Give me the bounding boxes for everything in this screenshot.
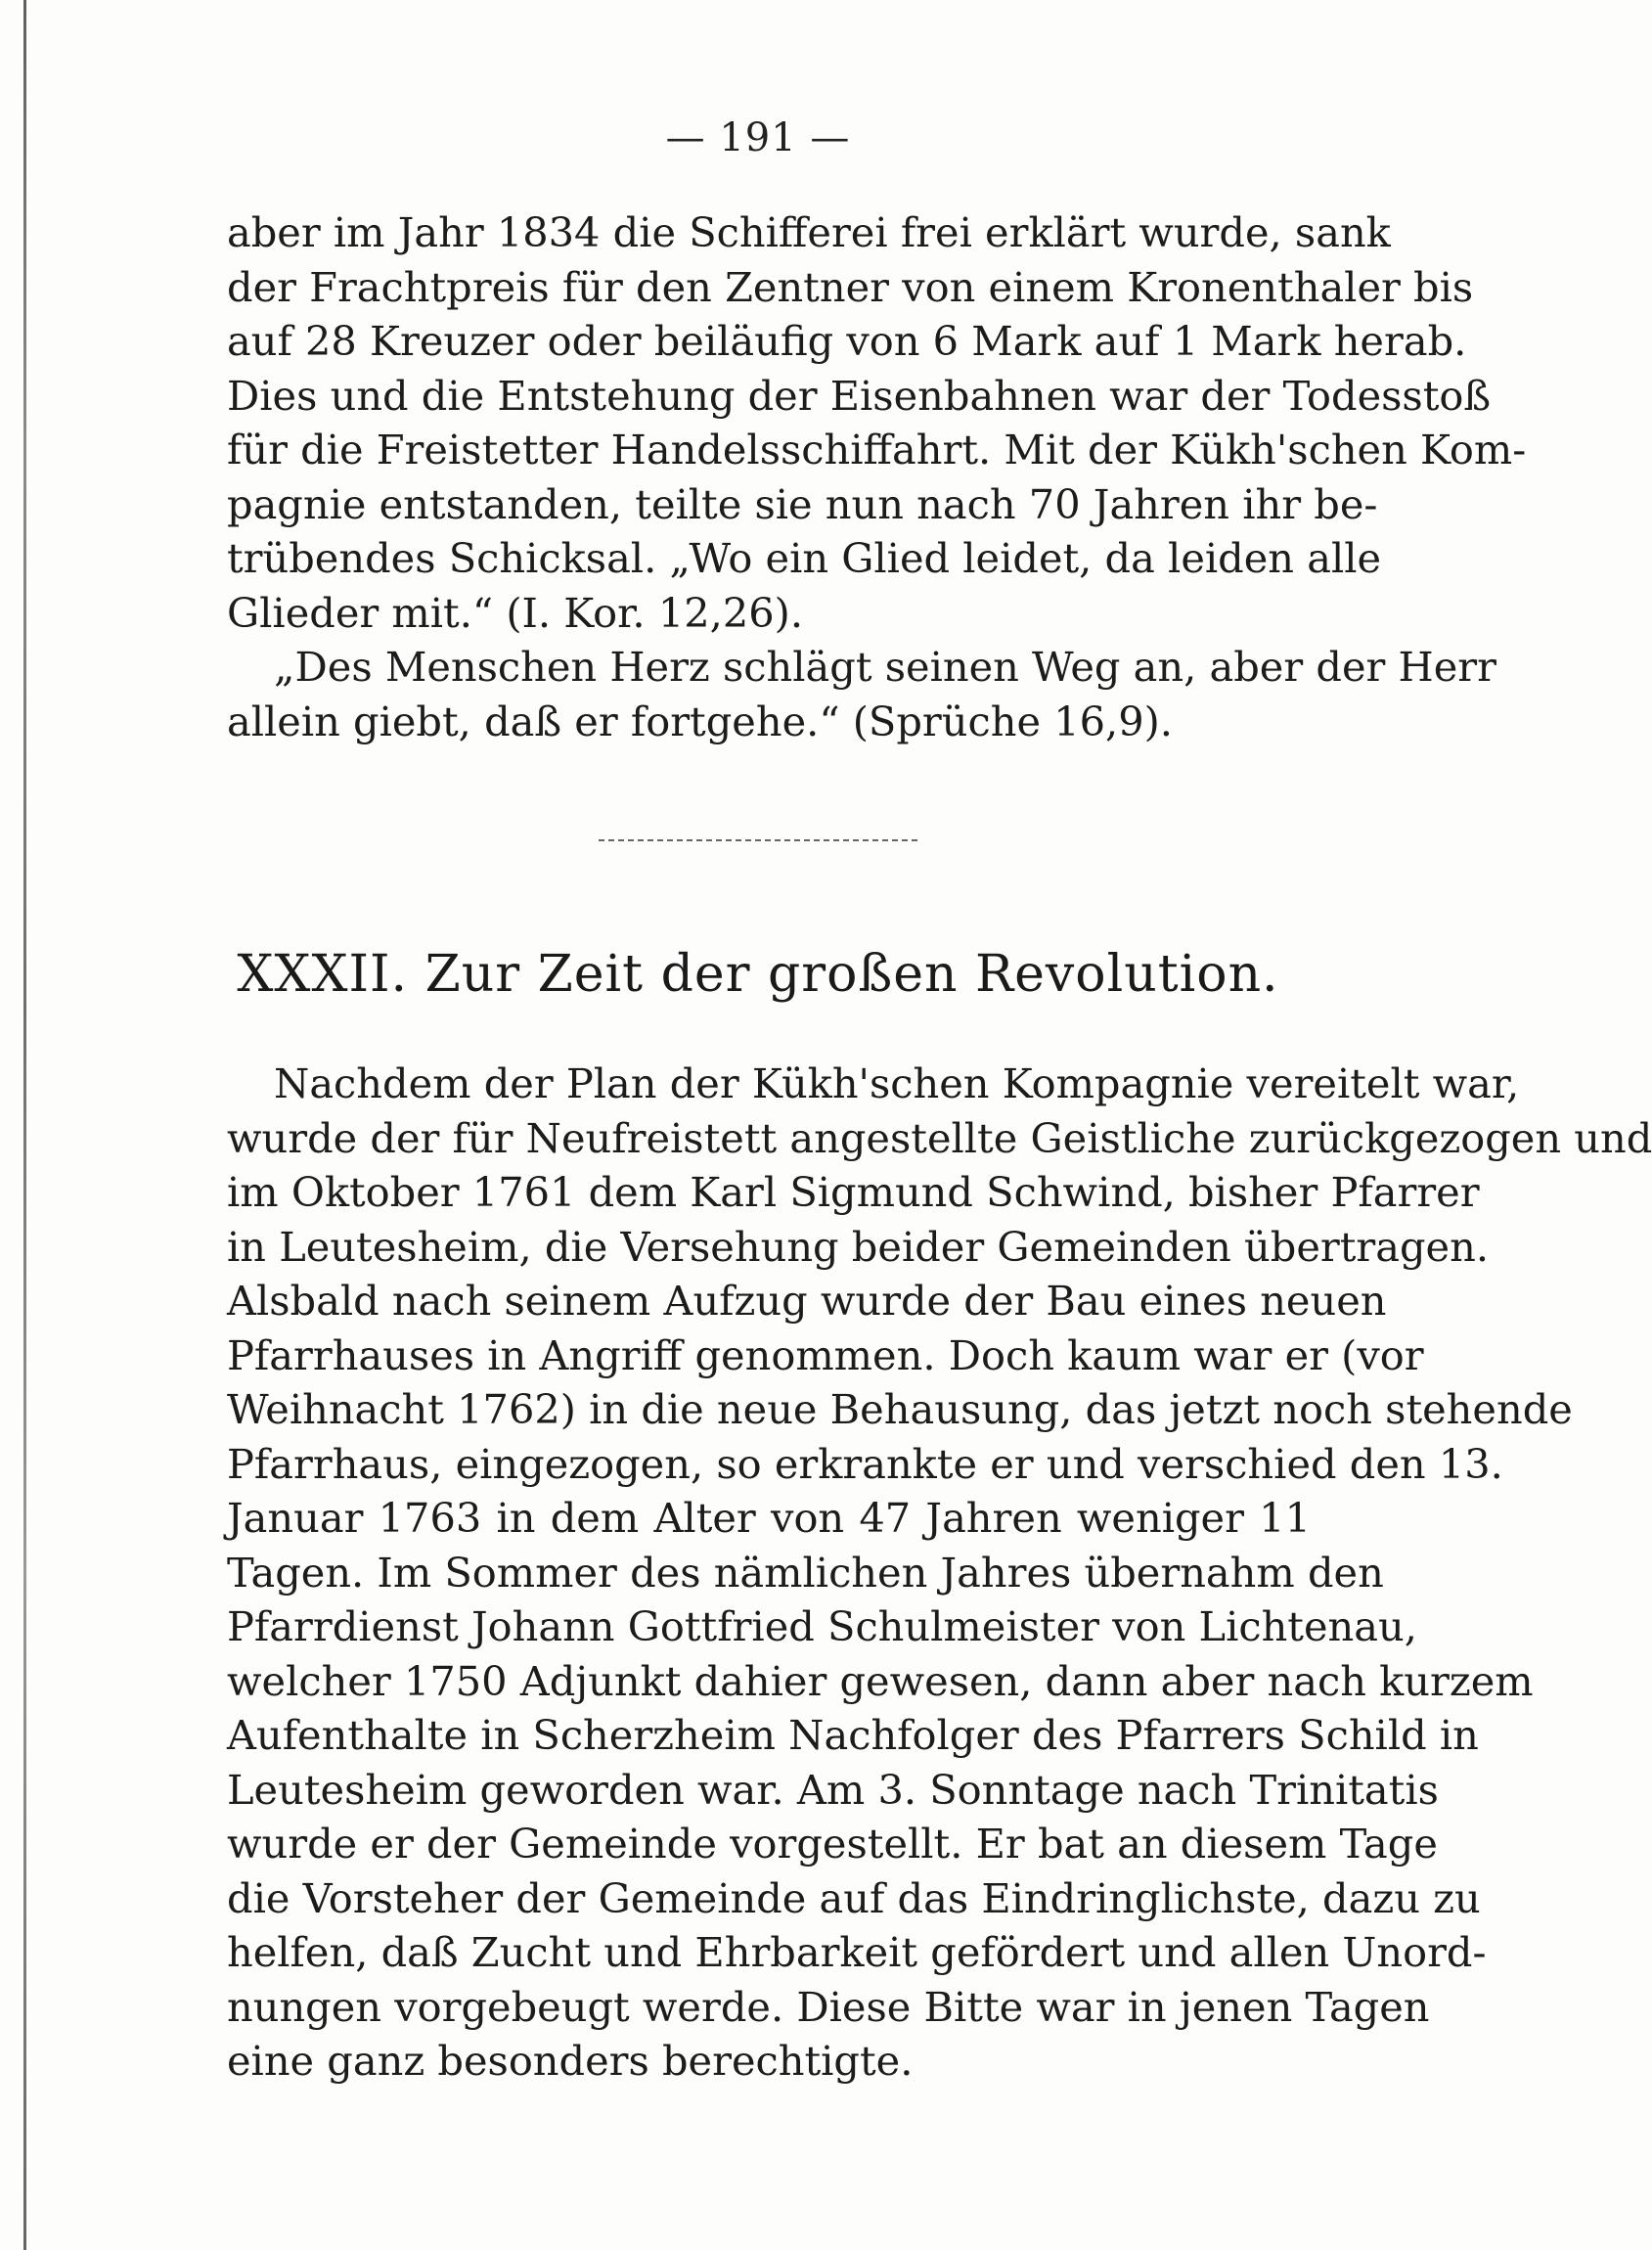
chapter-heading: XXXII. Zur Zeit der großen Revolution.	[237, 945, 1279, 1004]
text-line: Nachdem der Plan der Kükh'schen Kompagnie vereitelt war,	[274, 1059, 1520, 1107]
text-line: die Vorsteher der Gemeinde auf das Eindringlichste, dazu zu	[227, 1873, 1481, 1922]
text-line: Pfarrhauses in Angriff genommen. Doch kaum war er (vor	[227, 1330, 1424, 1379]
binding-edge	[23, 0, 26, 2250]
text-line: „Des Menschen Herz schlägt seinen Weg an, aber der Herr	[274, 643, 1496, 691]
text-line: welcher 1750 Adjunkt dahier gewesen, dann aber nach kurzem	[227, 1656, 1534, 1705]
page-number: — 191 —	[665, 115, 851, 160]
text-line: Glieder mit.“ (I. Kor. 12,26).	[227, 588, 804, 637]
text-line: wurde der für Neufreistett angestellte Geistliche zurückgezogen und	[227, 1113, 1652, 1162]
text-line: Dies und die Entstehung der Eisenbahnen war der Todesstoß	[227, 371, 1492, 420]
text-line: pagnie entstanden, teilte sie nun nach 70 Jahren ihr be-	[227, 479, 1378, 528]
text-line: Tagen. Im Sommer des nämlichen Jahres übernahm den	[227, 1548, 1384, 1597]
text-line: in Leutesheim, die Versehung beider Gemeinden übertragen.	[227, 1222, 1490, 1271]
text-line: Aufenthalte in Scherzheim Nachfolger des Pfarrers Schild in	[227, 1711, 1479, 1759]
text-line: Pfarrdienst Johann Gottfried Schulmeister von Lichtenau,	[227, 1602, 1417, 1650]
text-line: allein giebt, daß er fortgehe.“ (Sprüche 16,9).	[227, 697, 1174, 745]
text-line: auf 28 Kreuzer oder beiläufig von 6 Mark auf 1 Mark herab.	[227, 317, 1467, 365]
text-line: für die Freistetter Handelsschiffahrt. Mit der Kükh'schen Kom-	[227, 426, 1527, 473]
text-line: Alsbald nach seinem Aufzug wurde der Bau eines neuen	[227, 1277, 1387, 1325]
text-line: aber im Jahr 1834 die Schifferei frei erklärt wurde, sank	[227, 208, 1391, 256]
text-line: Weihnacht 1762) in die neue Behausung, das jetzt noch stehende	[227, 1385, 1573, 1433]
text-line: der Frachtpreis für den Zentner von einem Kronenthaler bis	[227, 262, 1474, 311]
top-passage	[227, 205, 1527, 748]
text-line: Leutesheim geworden war. Am 3. Sonntage nach Trinitatis	[227, 1765, 1439, 1814]
text-line: eine ganz besonders berechtigte.	[227, 2037, 914, 2085]
chapter-body	[227, 1057, 1652, 2089]
text-line: nungen vorgebeugt werde. Diese Bitte war in jenen Tagen	[227, 1982, 1430, 2031]
text-line: Pfarrhaus, eingezogen, so erkrankte er und verschied den 13.	[227, 1439, 1503, 1488]
text-line: Januar 1763 in dem Alter von 47 Jahren weniger 11	[227, 1494, 1311, 1542]
section-divider	[599, 839, 917, 841]
text-line: im Oktober 1761 dem Karl Sigmund Schwind, bisher Pfarrer	[227, 1168, 1480, 1216]
text-line: wurde er der Gemeinde vorgestellt. Er bat an diesem Tage	[227, 1820, 1438, 1868]
text-line: helfen, daß Zucht und Ehrbarkeit gefördert und allen Unord-	[227, 1928, 1487, 1976]
text-line: trübendes Schicksal. „Wo ein Glied leidet, da leiden alle	[227, 534, 1382, 582]
